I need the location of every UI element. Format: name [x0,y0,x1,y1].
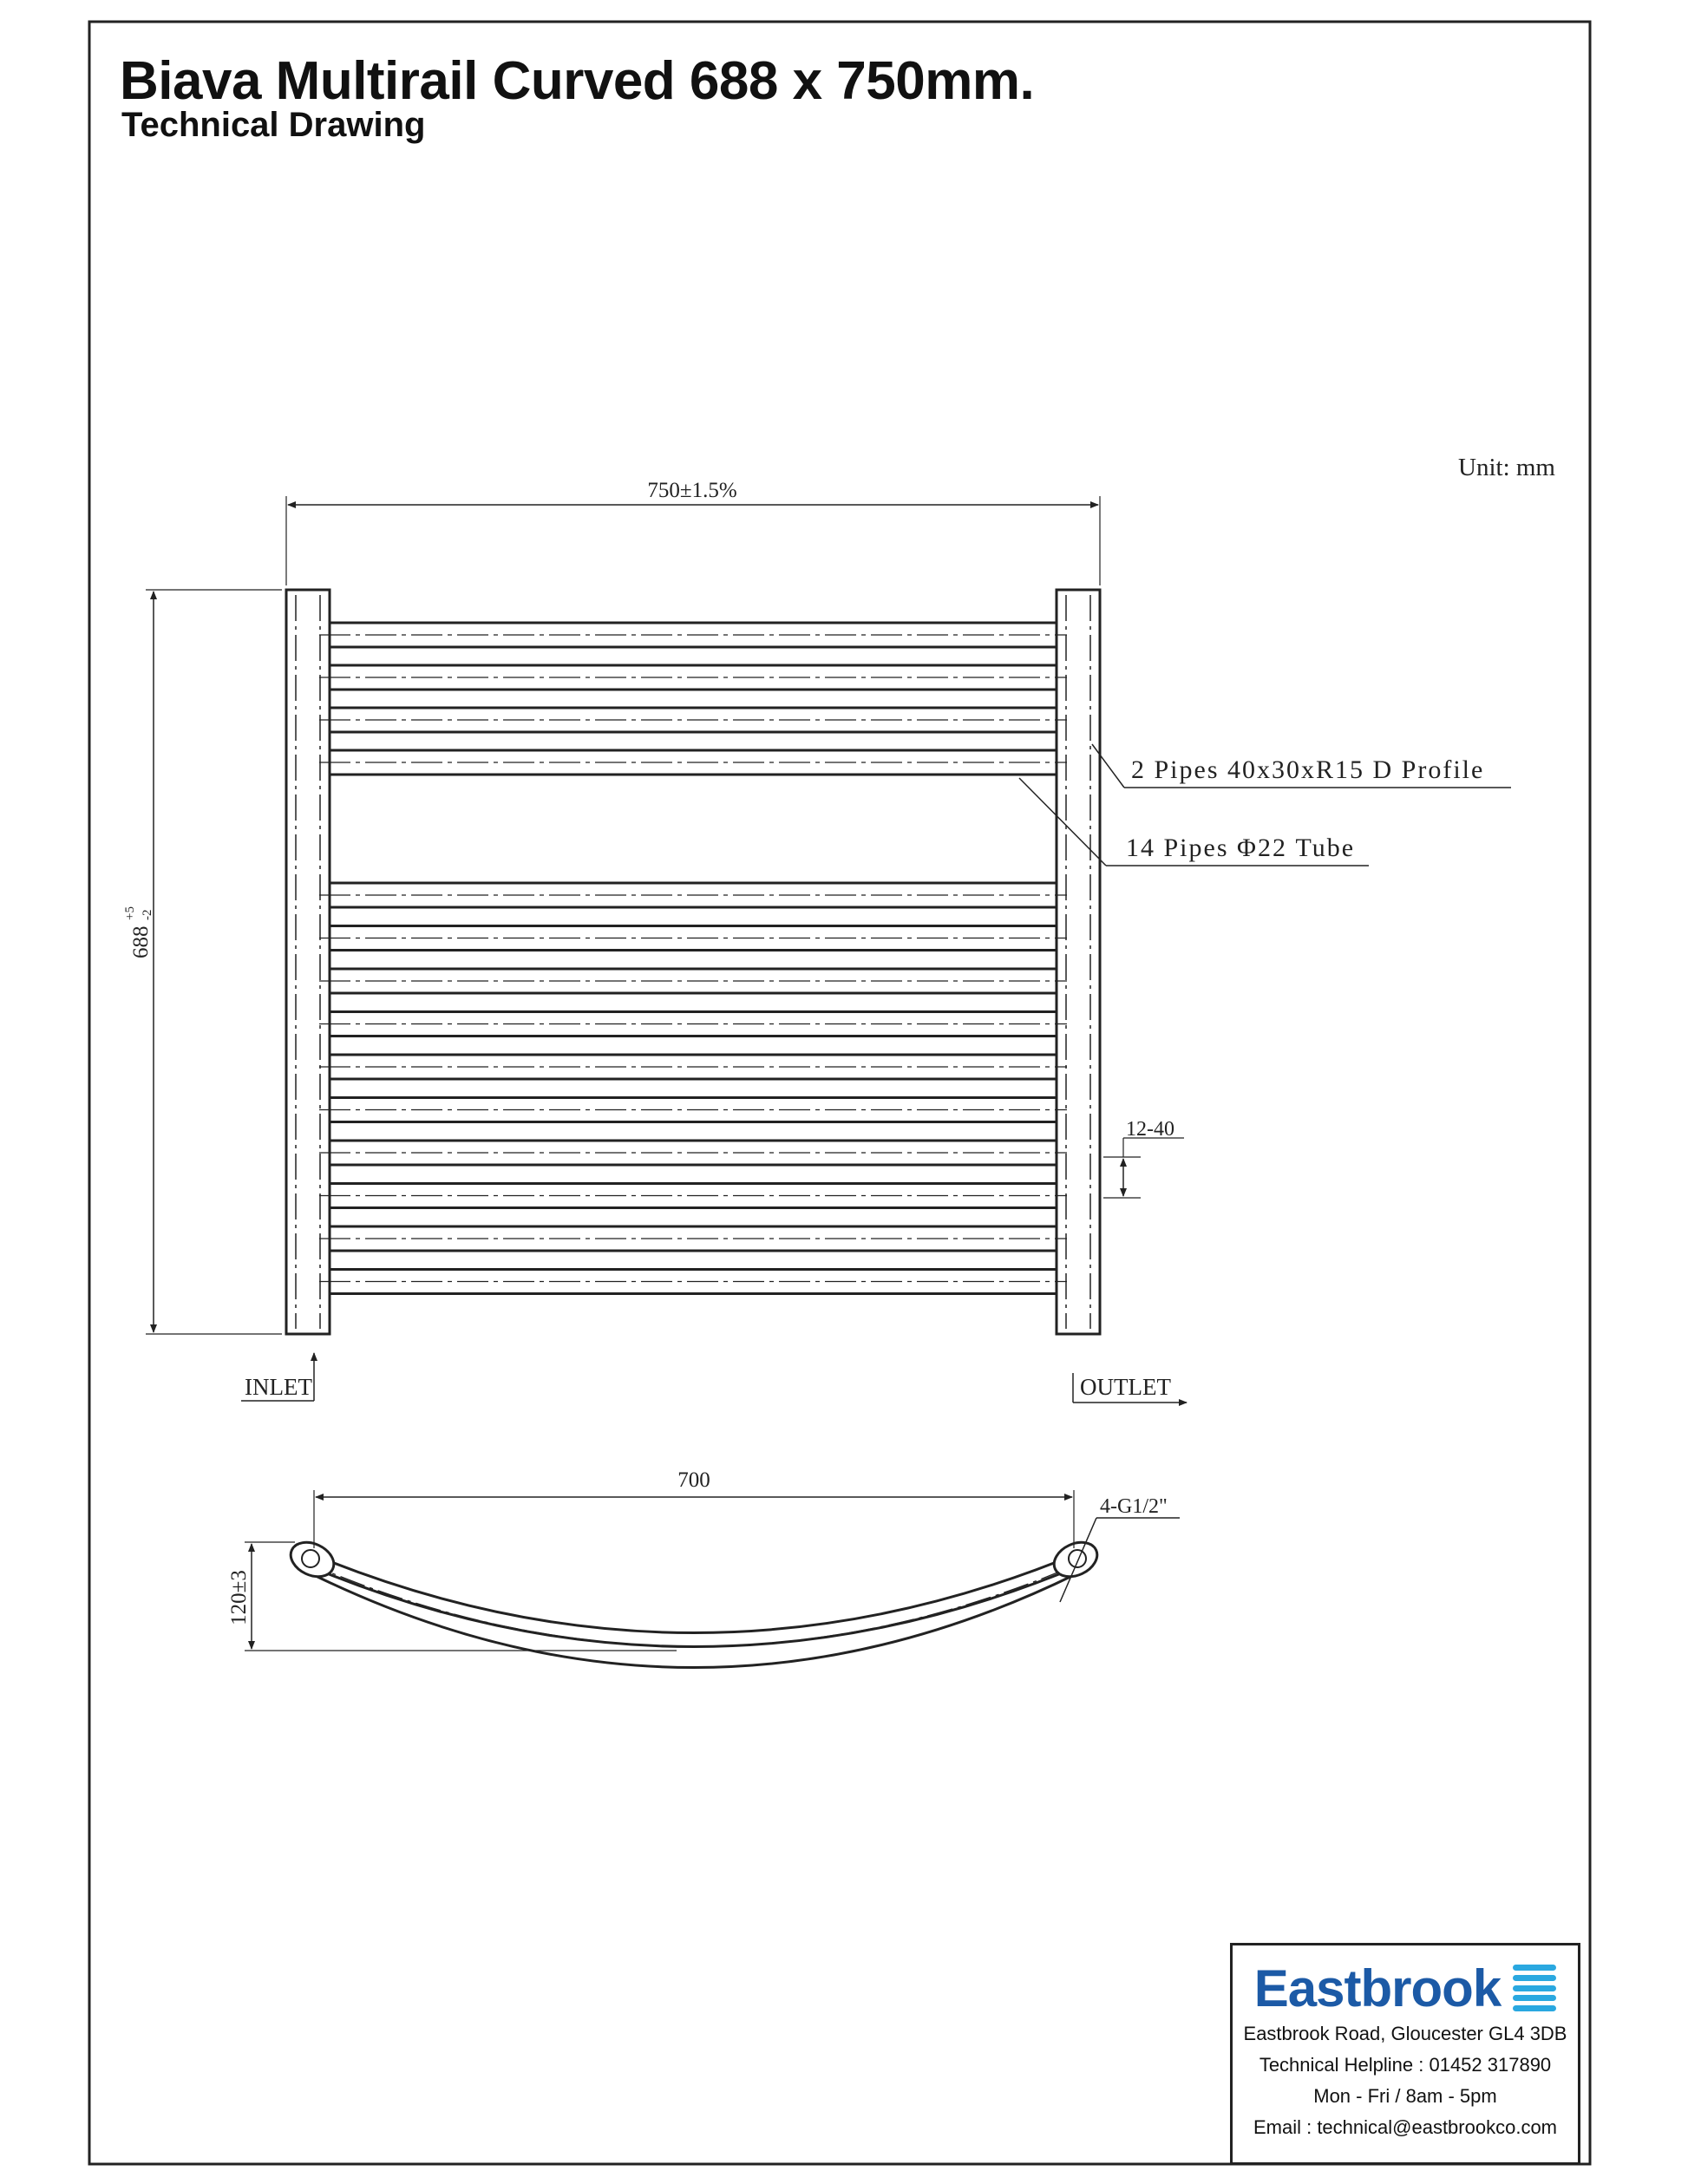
rail [319,1184,1067,1208]
rail [319,969,1067,993]
rail [319,708,1067,732]
thread-callout-leader [1060,1518,1180,1602]
rail [319,1098,1067,1122]
company-logo [1233,1958,1578,2018]
right-upright [1057,590,1100,1334]
height-dimension-value: 688 [129,925,153,958]
height-dimension-label [123,906,154,958]
width-dimension [286,496,1100,585]
profile-callout: 2 Pipes 40x30xR15 D Profile [1131,755,1485,784]
plan-curve-outer [308,1566,1080,1647]
spacing-dimension [1103,1138,1184,1198]
plan-view [285,1536,1102,1668]
left-upright [286,590,330,1334]
height-dimension-tol-lower: -2 [141,909,154,920]
rail [319,1012,1067,1036]
spacing-dimension-label: 12-40 [1126,1118,1174,1141]
thread-callout: 4-G1/2" [1100,1495,1168,1518]
rail [319,1226,1067,1251]
plan-curve-outer [312,1574,1076,1668]
outlet-label: OUTLET [1080,1374,1171,1400]
width-dimension-label: 750±1.5% [647,479,737,502]
sheet-border [89,22,1590,2164]
rail [319,926,1067,951]
inlet-label: INLET [245,1374,312,1400]
height-dimension [146,590,282,1334]
rail [319,883,1067,907]
company-info-box [1230,1943,1580,2165]
drawing-title: Biava Multirail Curved 688 x 750mm. [120,51,1035,111]
plan-width-dimension [314,1490,1074,1548]
rail [319,1270,1067,1294]
company-name: Eastbrook [1253,1958,1502,2017]
plan-width-label: 700 [677,1468,710,1492]
company-email[interactable]: Email : technical@eastbrookco.com [1253,2116,1558,2138]
rail [319,623,1067,647]
rail [319,1055,1067,1079]
height-dimension-tol-upper: +5 [123,906,137,920]
rail [319,1141,1067,1165]
rail [319,665,1067,690]
rail-group [319,623,1067,1294]
front-elevation [286,590,1100,1334]
unit-note: Unit: mm [1458,454,1555,481]
company-hours: Mon - Fri / 8am - 5pm [1313,2085,1497,2107]
company-helpline: Technical Helpline : 01452 317890 [1259,2054,1552,2076]
drawing-subtitle: Technical Drawing [121,106,426,144]
wave-logo-icon [1513,1965,1556,2011]
tube-callout: 14 Pipes Φ22 Tube [1126,834,1356,862]
company-address: Eastbrook Road, Gloucester GL4 3DB [1243,2023,1567,2044]
depth-dimension-label: 120±3 [227,1570,251,1625]
rail [319,750,1067,775]
